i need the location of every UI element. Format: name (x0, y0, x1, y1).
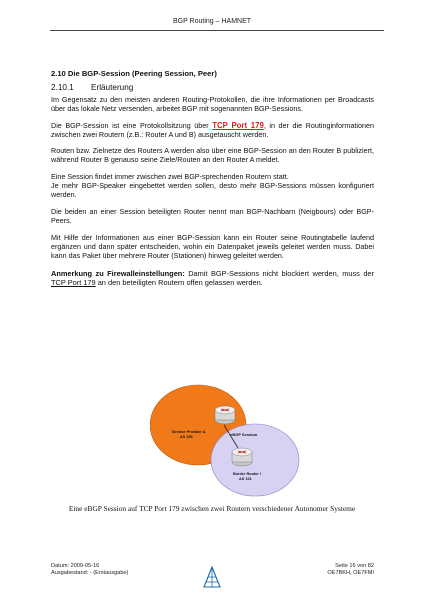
footer-left (51, 563, 128, 577)
subsection-heading (51, 84, 374, 93)
footer-right (327, 563, 374, 577)
firewall-note-text-start: Damit BGP-Sessions nicht blockiert werden, muss der (184, 268, 374, 278)
router-b-label-line2: AS 101 (239, 477, 252, 481)
page-header: BGP Routing – HAMNET (172, 18, 252, 25)
paragraph-2-start: Die BGP-Session ist eine Protokollsitzung über (51, 120, 213, 130)
session-label: eBGP Session (230, 432, 258, 437)
paragraph-4a: Eine Session findet immer zwischen zwei BGP-sprechenden Routern statt. (51, 172, 289, 182)
footer-date: Datum: 2009-05-16 (51, 563, 100, 569)
subsection-number: 2.10.1 (51, 82, 74, 92)
firewall-note-text-end: an den beteiligten Routern offen gelassen werden. (95, 277, 263, 287)
firewall-port-link: TCP Port 179 (51, 277, 96, 287)
router-a-label-line2: AS 200 (180, 435, 193, 439)
paragraph-2 (51, 122, 374, 140)
firewall-note (51, 269, 374, 287)
subsection-title: Erläuterung (91, 82, 134, 92)
router-b-icon (232, 448, 252, 466)
paragraph-1: Im Gegensatz zu den meisten anderen Routing-Protokollen, die ihre Informationen per Broadcasts über das lokale Netz versenden, arbeitet BGP mit sogenannten BGP-Sessions. (51, 94, 374, 113)
footer-page: Seite 16 von 82 (335, 563, 374, 569)
paragraph-2-end: , in der die Routinginformationen zwischen zwei Routern (z.B.: Router A und B) ausgetauscht werden. (51, 120, 374, 139)
footer-edition: Ausgabestand: - (Erstausgabe) (51, 570, 129, 576)
ebgp-session-diagram (150, 380, 310, 500)
hamnet-logo-icon (202, 566, 222, 588)
paragraph-6: Mit Hilfe der Informationen aus einer BGP-Session kann ein Router seine Routingtabelle laufend ergänzen und dann später entscheiden, wohin ein Datenpaket jeweils geleitet werden muss. Dabei kann das Paket über mehrere Router (Stationen) hinweg geleitet werden. (51, 232, 374, 260)
paragraph-3: Routen bzw. Zielnetze des Routers A werden also über eine BGP-Session an den Router B publiziert, während Router B genauso seine Ziele/Routen an den Router A meldet. (51, 146, 374, 165)
router-a-icon (215, 406, 235, 424)
tcp-port-highlight: TCP Port 179 (212, 120, 264, 130)
paragraph-5: Die beiden an einer Session beteiligten Router nennt man BGP-Nachbarn (Neigbours) oder BGP-Peers. (51, 206, 374, 225)
header-divider (50, 30, 384, 31)
figure-caption: Eine eBGP Session auf TCP Port 179 zwischen zwei Routern verschiedener Autonomer Systeme (68, 504, 356, 513)
section-heading: 2.10 Die BGP-Session (Peering Session, Peer) (51, 69, 217, 78)
router-a-label-line1: Service Provider A (172, 430, 206, 434)
footer-authors: OE7BKH, OE7FMI (327, 570, 374, 576)
document-body (51, 70, 374, 287)
firewall-note-label: Anmerkung zu Firewalleinstellungen: (51, 268, 185, 278)
paragraph-4b: Je mehr BGP-Speaker eingebettet werden sollen, desto mehr BGP-Sessions müssen konfiguriert werden. (51, 181, 374, 200)
router-b-label-line1: Border Router I (233, 472, 261, 476)
